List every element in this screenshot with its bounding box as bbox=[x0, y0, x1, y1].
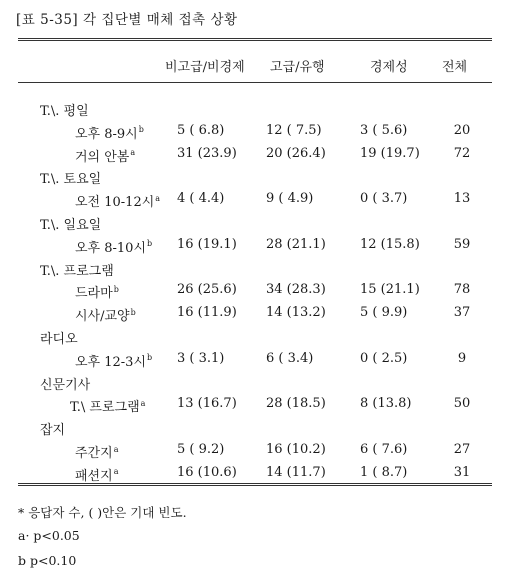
row-label-text: 드라마 bbox=[75, 286, 113, 302]
category-row bbox=[0, 214, 509, 234]
category-row bbox=[0, 168, 509, 188]
value-cell: 31 (23.9) bbox=[177, 145, 237, 161]
table-row bbox=[0, 305, 509, 325]
value-cell: 14 (11.7) bbox=[266, 464, 326, 480]
row-label bbox=[70, 396, 145, 415]
table-row bbox=[0, 123, 509, 143]
value-cell: 3 ( 5.6) bbox=[360, 122, 408, 138]
value-cell: 12 (15.8) bbox=[360, 236, 420, 252]
row-label bbox=[75, 237, 152, 256]
row-label bbox=[75, 282, 119, 301]
category-row bbox=[0, 374, 509, 394]
value-cell: 19 (19.7) bbox=[360, 145, 420, 161]
value-cell: 16 (19.1) bbox=[177, 236, 237, 252]
category-row bbox=[0, 419, 509, 439]
row-label-text: 거의 안봄 bbox=[75, 149, 130, 165]
col-header-4: 전체 bbox=[442, 60, 468, 75]
row-label-text: 주간지 bbox=[75, 446, 113, 461]
value-cell: 6 ( 3.4) bbox=[266, 350, 314, 366]
bottom-rule bbox=[18, 483, 492, 486]
value-cell: 28 (18.5) bbox=[266, 396, 326, 412]
value-cell: 0 ( 3.7) bbox=[360, 191, 408, 207]
table-row bbox=[0, 146, 509, 166]
category-row bbox=[0, 100, 509, 120]
row-label-text: 오후 8-10시 bbox=[75, 240, 147, 256]
total-cell: 78 bbox=[453, 282, 471, 298]
value-cell: 5 ( 9.9) bbox=[360, 305, 408, 321]
significance-marker: a bbox=[130, 148, 136, 158]
table-row bbox=[0, 351, 509, 371]
total-cell: 20 bbox=[453, 122, 471, 138]
row-label-text: T.\ 프로그램 bbox=[70, 400, 140, 416]
row-label-text: 패션지 bbox=[75, 468, 113, 484]
value-cell: 8 (13.8) bbox=[360, 396, 412, 412]
significance-marker: a bbox=[113, 467, 119, 477]
footnote-2: a· p<0.05 bbox=[18, 528, 80, 543]
col-header-3: 경제성 bbox=[370, 60, 408, 75]
row-label bbox=[75, 191, 160, 210]
row-label bbox=[75, 305, 136, 324]
top-rule bbox=[18, 38, 492, 41]
table-row bbox=[0, 396, 509, 416]
value-cell: 13 (16.7) bbox=[177, 396, 237, 412]
table-row bbox=[0, 191, 509, 211]
value-cell: 26 (25.6) bbox=[177, 282, 237, 298]
col-header-2: 고급/유행 bbox=[270, 60, 325, 75]
category-row bbox=[0, 260, 509, 280]
total-cell: 50 bbox=[453, 396, 471, 412]
total-cell: 13 bbox=[453, 191, 471, 207]
value-cell: 14 (13.2) bbox=[266, 305, 326, 321]
col-header-1: 비고급/비경제 bbox=[165, 60, 245, 75]
total-cell: 37 bbox=[453, 305, 471, 321]
total-cell: 27 bbox=[453, 442, 471, 457]
header-rule bbox=[18, 82, 492, 83]
row-label bbox=[75, 351, 152, 370]
row-label bbox=[75, 123, 144, 142]
total-cell: 59 bbox=[453, 236, 471, 252]
category-row bbox=[0, 328, 509, 348]
total-cell: 31 bbox=[453, 464, 471, 480]
value-cell: 34 (28.3) bbox=[266, 282, 326, 298]
significance-marker: b bbox=[147, 239, 153, 249]
row-label-text: 오후 12-3시 bbox=[75, 354, 147, 370]
value-cell: 16 (11.9) bbox=[177, 305, 237, 321]
category-label: T.\. 평일 bbox=[40, 104, 89, 119]
significance-marker: b bbox=[138, 125, 144, 135]
value-cell: 15 (21.1) bbox=[360, 282, 420, 298]
value-cell: 28 (21.1) bbox=[266, 236, 326, 252]
significance-marker: a bbox=[155, 193, 161, 203]
table-title: [표 5-35] 각 집단별 매체 접촉 상황 bbox=[16, 12, 238, 28]
total-cell: 72 bbox=[453, 145, 471, 161]
significance-marker: a bbox=[140, 399, 146, 409]
value-cell: 1 ( 8.7) bbox=[360, 464, 408, 480]
value-cell: 12 ( 7.5) bbox=[266, 122, 322, 138]
significance-marker: a bbox=[113, 444, 119, 454]
significance-marker: b bbox=[130, 307, 136, 317]
category-label: 신문기사 bbox=[40, 377, 91, 393]
value-cell: 5 ( 9.2) bbox=[177, 442, 225, 457]
value-cell: 16 (10.6) bbox=[177, 464, 237, 480]
row-label-text: 오후 8-9시 bbox=[75, 126, 138, 142]
category-label: 라디오 bbox=[40, 332, 78, 347]
table-row bbox=[0, 442, 509, 462]
category-label: T.\. 일요일 bbox=[40, 218, 102, 233]
value-cell: 4 ( 4.4) bbox=[177, 191, 225, 207]
value-cell: 3 ( 3.1) bbox=[177, 350, 225, 366]
row-label-text: 오전 10-12시 bbox=[75, 195, 155, 211]
footnote-1: * 응답자 수, ( )안은 기대 빈도. bbox=[18, 505, 187, 520]
row-label-text: 시사/교양 bbox=[75, 309, 130, 325]
category-label: T.\. 토요일 bbox=[40, 172, 102, 188]
row-label bbox=[75, 465, 118, 484]
row-label bbox=[75, 146, 135, 165]
value-cell: 6 ( 7.6) bbox=[360, 442, 408, 457]
significance-marker: b bbox=[147, 353, 153, 363]
table-row bbox=[0, 465, 509, 485]
value-cell: 5 ( 6.8) bbox=[177, 122, 225, 138]
value-cell: 0 ( 2.5) bbox=[360, 350, 408, 366]
value-cell: 9 ( 4.9) bbox=[266, 191, 314, 207]
table-row bbox=[0, 237, 509, 257]
value-cell: 16 (10.2) bbox=[266, 442, 326, 457]
category-label: T.\. 프로그램 bbox=[40, 263, 114, 279]
value-cell: 20 (26.4) bbox=[266, 145, 326, 161]
footnote-3: b p<0.10 bbox=[18, 553, 77, 568]
total-cell: 9 bbox=[457, 350, 467, 366]
category-label: 잡지 bbox=[40, 423, 66, 439]
table-row bbox=[0, 282, 509, 302]
row-label bbox=[75, 442, 118, 461]
significance-marker: b bbox=[113, 285, 119, 295]
